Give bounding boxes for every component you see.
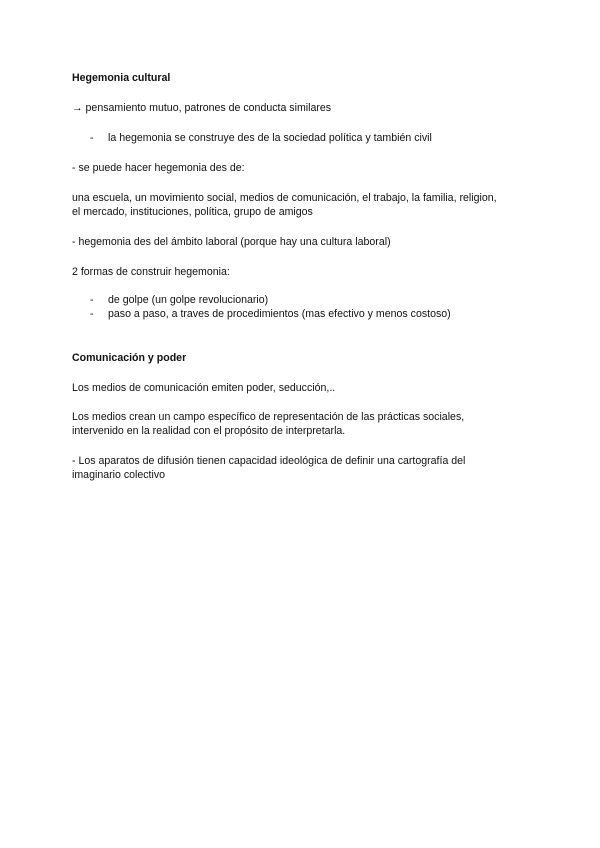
paragraph-3-line-2: imaginario colectivo [72, 469, 166, 481]
list-line-1: una escuela, un movimiento social, medios de comunicación, el trabajo, la familia, religion, [72, 192, 497, 204]
line-ambito-laboral: - hegemonia des del ámbito laboral (porque hay una cultura laboral) [72, 236, 391, 248]
section-title-hegemonia: Hegemonia cultural [72, 72, 171, 84]
section-title-comunicacion: Comunicación y poder [72, 352, 187, 364]
paragraph-3-line-1: - Los aparatos de difusión tienen capacidad ideológica de definir una cartografía del [72, 455, 466, 467]
paragraph-2-line-2: intervenido en la realidad con el propósito de interpretarla. [72, 425, 346, 437]
arrow-line: → pensamiento mutuo, patrones de conducta similares [72, 102, 332, 114]
list-line-2: el mercado, instituciones, política, grupo de amigos [72, 206, 313, 218]
paragraph-2-line-1: Los medios crean un campo específico de representación de las prácticas sociales, [72, 411, 465, 423]
forma-item-1: de golpe (un golpe revolucionario) [108, 294, 269, 306]
bullet-dash: - [90, 132, 94, 144]
line-puede-hacer: - se puede hacer hegemonia des de: [72, 162, 245, 174]
paragraph-1: Los medios de comunicación emiten poder, seducción,.. [72, 382, 336, 394]
sub-bullet-text: la hegemonia se construye des de la sociedad política y también civil [108, 132, 432, 144]
bullet-dash: - [90, 294, 94, 306]
forma-item-2: paso a paso, a traves de procedimientos (mas efectivo y menos costoso) [108, 308, 451, 320]
line-formas: 2 formas de construir hegemonia: [72, 266, 230, 278]
bullet-dash: - [90, 308, 94, 320]
